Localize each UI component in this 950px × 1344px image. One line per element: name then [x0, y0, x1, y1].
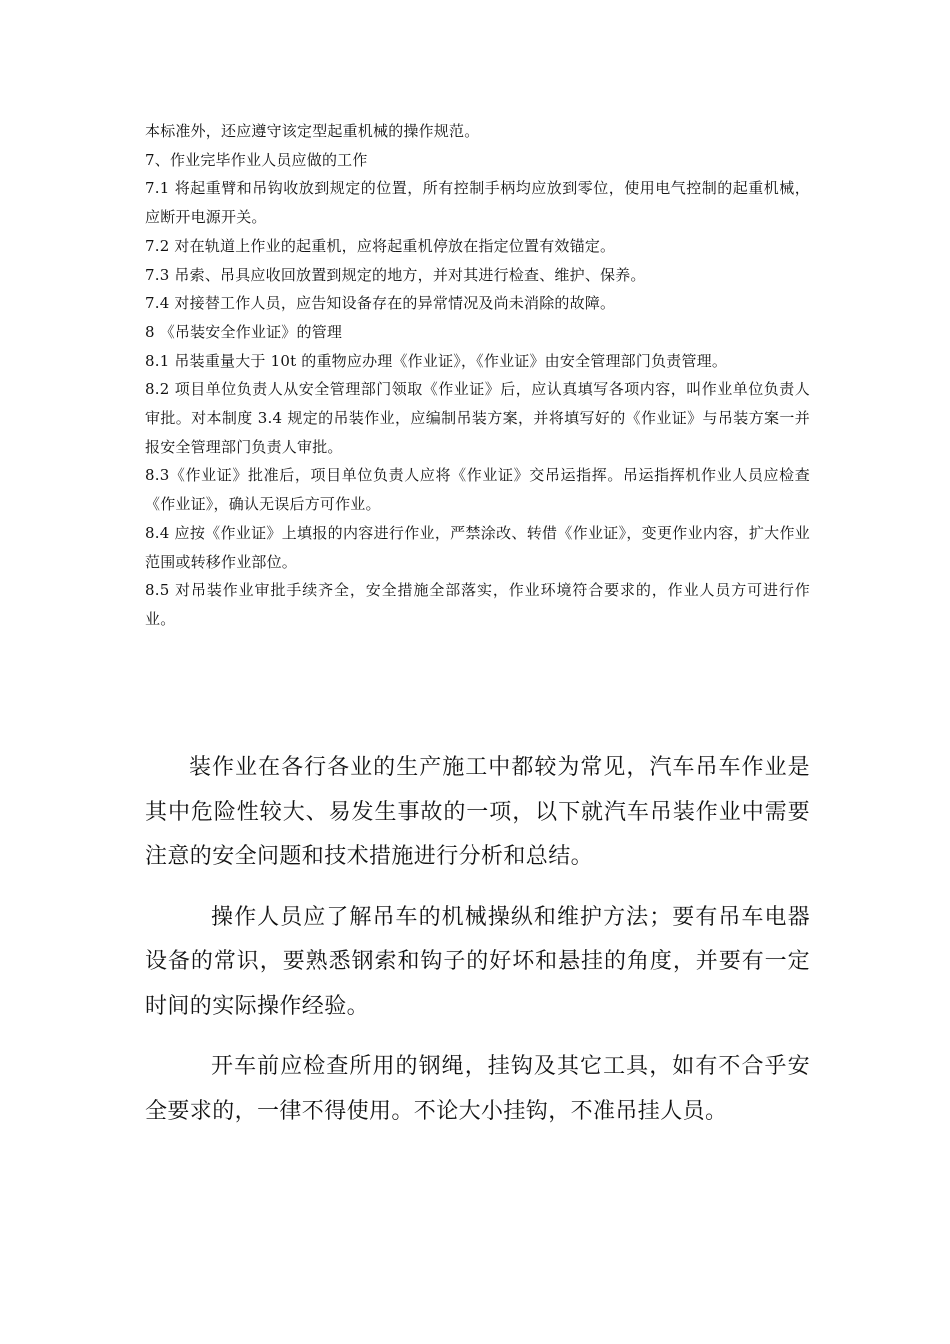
clause-8-1: 8.1 吊装重量大于 10t 的重物应办理《作业证》，《作业证》由安全管理部门负责管理。 — [145, 351, 728, 370]
upper-section — [145, 117, 810, 634]
clause-7-4: 7.4 对接替工作人员，应告知设备存在的异常情况及尚未消除的故障。 — [145, 294, 616, 313]
body-paragraph: 装作业在各行各业的生产施工中都较为常见，汽车吊车作业是其中危险性较大、易发生事故的一项，以下就汽车吊装作业中需要注意的安全问题和技术措施进行分析和总结。 — [145, 755, 810, 869]
section-heading-8: 8 《吊装安全作业证》的管理 — [145, 322, 343, 341]
clause-8-2: 8.2 项目单位负责人从安全管理部门领取《作业证》后，应认真填写各项内容，叫作业单位负责人审批。对本制度 3.4 规定的吊装作业，应编制吊装方案，并将填写好的《作业证》与吊装方案一并报安全管理部门负责人审批。 — [145, 380, 810, 456]
clause-7-2: 7.2 对在轨道上作业的起重机，应将起重机停放在指定位置有效锚定。 — [145, 236, 616, 255]
lower-section — [145, 746, 810, 1150]
body-paragraph: 开车前应检查所用的钢绳，挂钩及其它工具，如有不合乎安全要求的，一律不得使用。不论大小挂钩，不准吊挂人员。 — [145, 1054, 810, 1124]
clause-7-3: 7.3 吊索、吊具应收回放置到规定的地方，并对其进行检查、维护、保养。 — [145, 265, 646, 284]
clause-8-4: 8.4 应按《作业证》上填报的内容进行作业，严禁涂改、转借《作业证》，变更作业内容，扩大作业范围或转移作业部位。 — [145, 523, 810, 571]
clause-7-1: 7.1 将起重臂和吊钩收放到规定的位置，所有控制手柄均应放到零位，使用电气控制的起重机械，应断开电源开关。 — [145, 179, 810, 227]
section-heading-7: 7、作业完毕作业人员应做的工作 — [145, 150, 368, 169]
clause-8-5: 8.5 对吊装作业审批手续齐全，安全措施全部落实，作业环境符合要求的，作业人员方可进行作业。 — [145, 581, 810, 628]
clause-8-3: 8.3《作业证》批准后，项目单位负责人应将《作业证》交吊运指挥。吊运指挥机作业人员应检查《作业证》，确认无误后方可作业。 — [145, 466, 810, 514]
body-paragraph: 操作人员应了解吊车的机械操纵和维护方法；要有吊车电器设备的常识，要熟悉钢索和钩子的好坏和悬挂的角度，并要有一定时间的实际操作经验。 — [145, 904, 810, 1019]
text-line: 本标准外，还应遵守该定型起重机械的操作规范。 — [145, 122, 480, 140]
